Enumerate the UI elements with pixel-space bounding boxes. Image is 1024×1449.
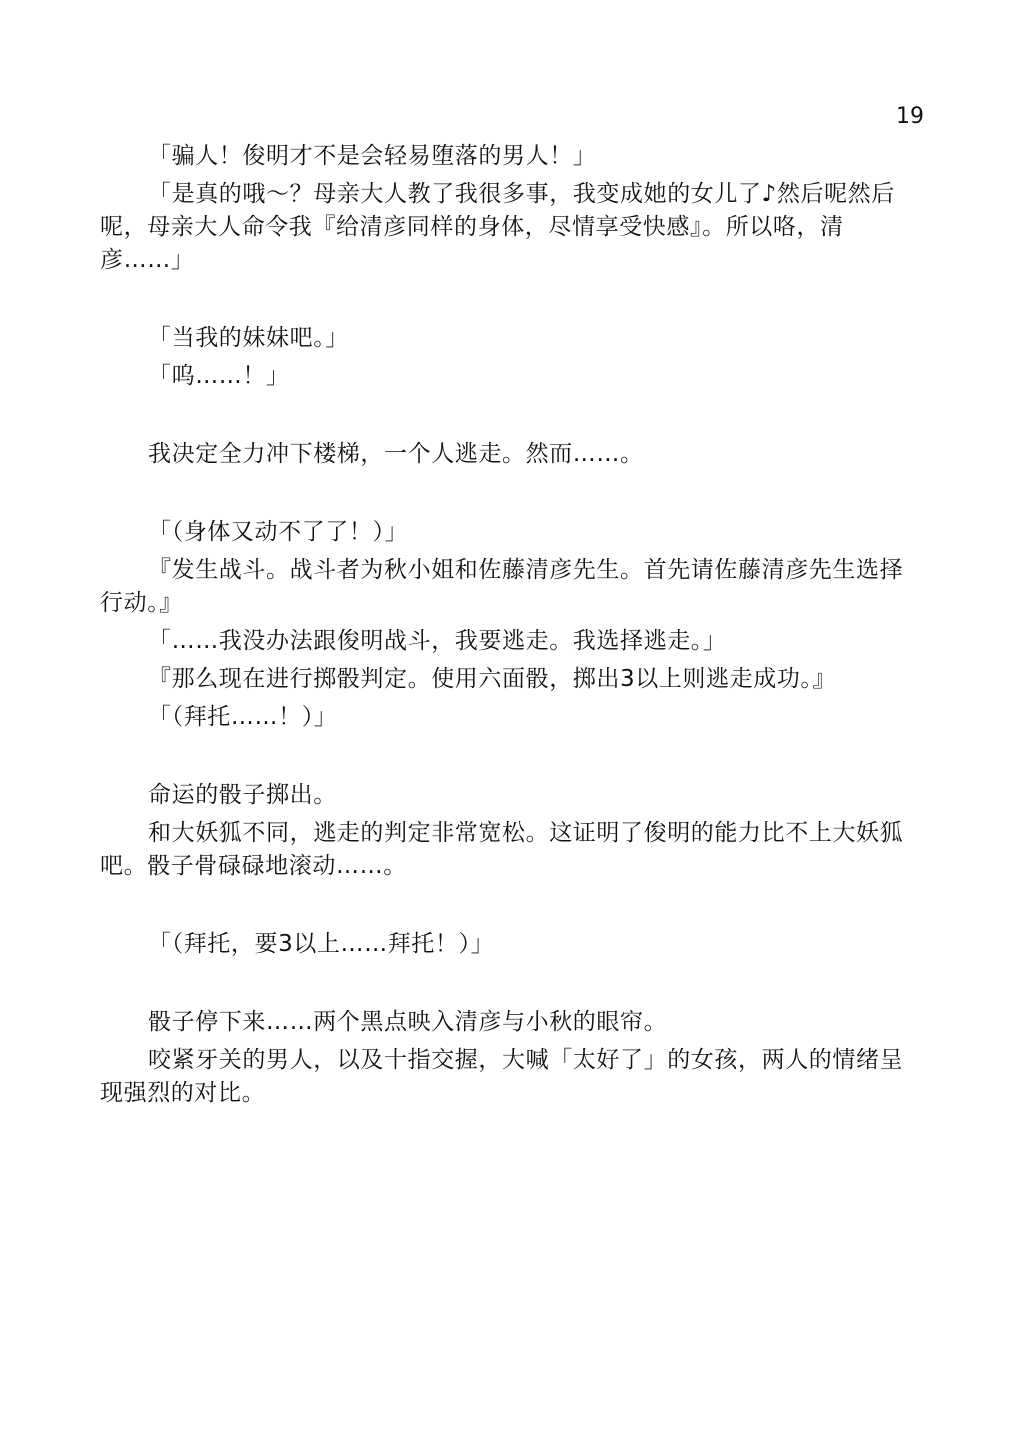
- paragraph: 「当我的妹妹吧。」: [148, 325, 349, 351]
- paragraph: 「是真的哦～？母亲大人教了我很多事，我变成她的女儿了♪然后呢然后呢，母亲大人命令我『给清彦同样的身体，尽情享受快感』。所以咯，清彦……」: [100, 181, 895, 273]
- paragraph: 「骗人！俊明才不是会轻易堕落的男人！」: [148, 143, 597, 169]
- blank-line: [100, 888, 924, 928]
- blank-line: [100, 398, 924, 438]
- paragraph: 「（身体又动不了了！）」: [148, 519, 409, 545]
- paragraph: 命运的骰子掷出。: [148, 782, 337, 808]
- paragraph: 「（拜托……！）」: [148, 704, 338, 730]
- blank-line: [100, 739, 924, 779]
- paragraph: 我决定全力冲下楼梯，一个人逃走。然而……。: [148, 441, 644, 467]
- blank-line: [100, 966, 924, 1006]
- paragraph: 骰子停下来……两个黑点映入清彦与小秋的眼帘。: [148, 1009, 668, 1035]
- paragraph: 咬紧牙关的男人，以及十指交握，大喊「太好了」的女孩，两人的情绪呈现强烈的对比。: [100, 1047, 904, 1106]
- paragraph: 「……我没办法跟俊明战斗，我要逃走。我选择逃走。」: [148, 628, 727, 654]
- blank-line: [100, 282, 924, 322]
- paragraph: 「呜……！」: [148, 363, 290, 389]
- blank-line: [100, 476, 924, 516]
- paragraph: 和大妖狐不同，逃走的判定非常宽松。这证明了俊明的能力比不上大妖狐吧。骰子骨碌碌地滚动……。: [100, 820, 904, 879]
- paragraph: 『发生战斗。战斗者为秋小姐和佐藤清彦先生。首先请佐藤清彦先生选择行动。』: [100, 557, 904, 616]
- paragraph: 『那么现在进行掷骰判定。使用六面骰，掷出3以上则逃走成功。』: [148, 666, 837, 692]
- paragraph: 「（拜托，要3以上……拜托！）」: [148, 931, 495, 957]
- body-text: [100, 140, 924, 1115]
- page-number: 19: [896, 104, 924, 129]
